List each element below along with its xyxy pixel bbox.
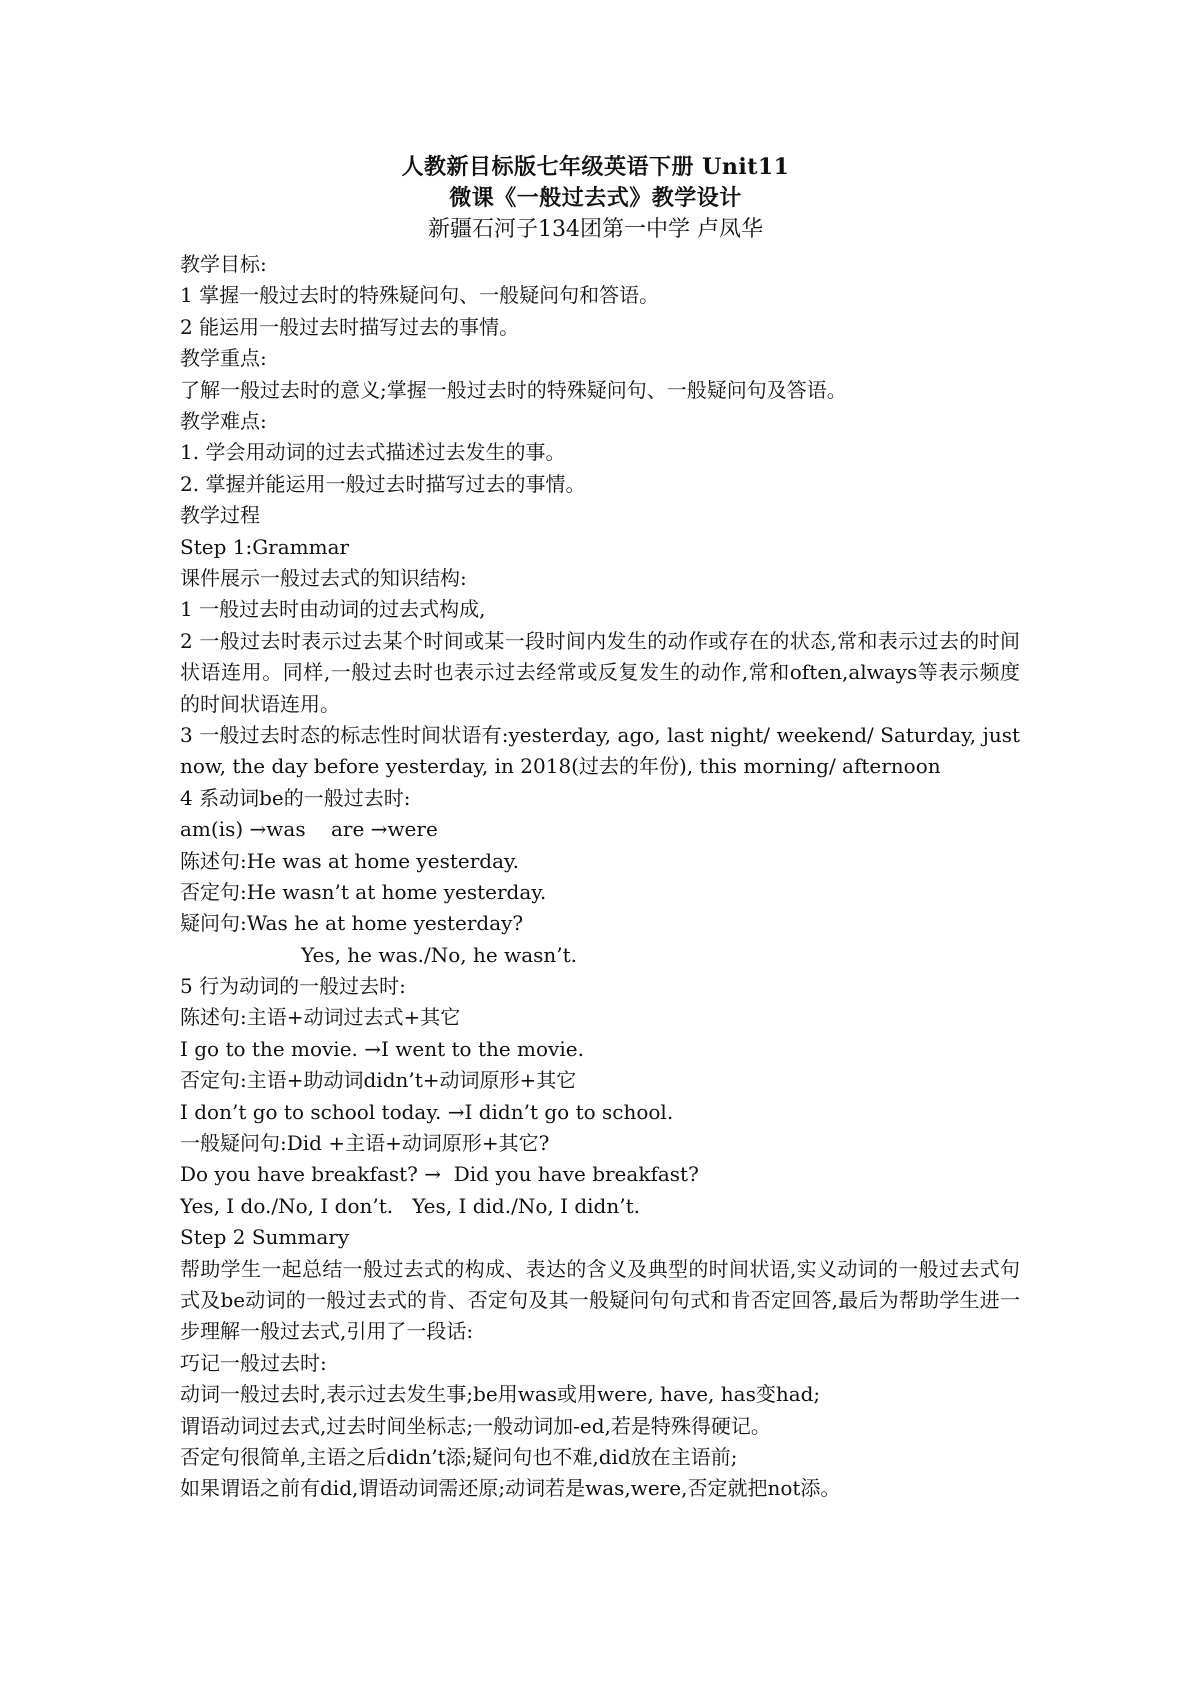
grammar-point-4-title: 4 系动词be的一般过去时: — [180, 785, 411, 810]
verb-answer-example: Yes, I do./No, I don’t. Yes, I did./No, I didn’t. — [180, 1193, 640, 1218]
rhyme-line: 谓语动词过去式,过去时间坐标志;一般动词加-ed,若是特殊得硬记。 — [180, 1413, 771, 1438]
be-statement-example: 陈述句:He was at home yesterday. — [180, 848, 519, 873]
verb-question-rule: 一般疑问句:Did +主语+动词原形+其它? — [180, 1131, 550, 1156]
be-answer-example: Yes, he was./No, he wasn’t. — [301, 942, 578, 967]
difficulties-heading: 教学难点: — [180, 408, 267, 433]
verb-question-example: Do you have breakfast? → Did you have breakfast? — [180, 1162, 699, 1187]
summary-text: 帮助学生一起总结一般过去式的构成、表达的含义及典型的时间状语,实义动词的一般过去式句式及be动词的一般过去式的肯、否定句及其一般疑问句句式和肯否定回答,最后为帮助学生进一步理解一般过去式,引用了一段话: — [180, 1256, 1020, 1344]
document-title: 人教新目标版七年级英语下册 Unit11 — [401, 154, 790, 180]
step2-title: Step 2 Summary — [180, 1225, 350, 1250]
rhyme-line: 否定句很简单,主语之后didn’t添;疑问句也不难,did放在主语前; — [180, 1444, 738, 1469]
verb-statement-rule: 陈述句:主语+动词过去式+其它 — [180, 1005, 461, 1030]
rhyme-line: 动词一般过去时,表示过去发生事;be用was或用were, have, has变had; — [180, 1382, 821, 1407]
verb-statement-example: I go to the movie. →I went to the movie. — [180, 1036, 584, 1061]
verb-negative-rule: 否定句:主语+助动词didn’t+动词原形+其它 — [180, 1068, 577, 1093]
verb-negative-example: I don’t go to school today. →I didn’t go to school. — [180, 1099, 674, 1124]
rhyme-line: 如果谓语之前有did,谓语动词需还原;动词若是was,were,否定就把not添。 — [180, 1476, 841, 1501]
step1-title: Step 1:Grammar — [180, 534, 350, 559]
objective-item: 2 能运用一般过去时描写过去的事情。 — [180, 314, 520, 339]
grammar-point-3: 3 一般过去时态的标志性时间状语有:yesterday, ago, last night/ weekend/ Saturday, just now, the day before yesterday, in 2018(过去的年份), this morning/ afternoon — [180, 722, 1020, 779]
key-points-text: 了解一般过去时的意义;掌握一般过去时的特殊疑问句、一般疑问句及答语。 — [180, 377, 847, 402]
objectives-heading: 教学目标: — [180, 252, 267, 276]
document-body — [180, 249, 1020, 1505]
grammar-point-2: 2 一般过去时表示过去某个时间或某一段时间内发生的动作或存在的状态,常和表示过去的时间状语连用。同样,一般过去时也表示过去经常或反复发生的动作,常和often,always等表示频度的时间状语连用。 — [180, 628, 1020, 716]
document-header — [0, 152, 1191, 245]
difficulty-item: 2. 掌握并能运用一般过去时描写过去的事情。 — [180, 471, 586, 496]
document-subtitle: 微课《一般过去式》教学设计 — [449, 185, 742, 211]
grammar-intro: 课件展示一般过去式的知识结构: — [180, 565, 467, 590]
be-forms: am(is) →was are →were — [180, 817, 438, 842]
grammar-point-1: 1 一般过去时由动词的过去式构成, — [180, 597, 486, 622]
be-question-example: 疑问句:Was he at home yesterday? — [180, 911, 524, 936]
difficulty-item: 1. 学会用动词的过去式描述过去发生的事。 — [180, 440, 566, 465]
rhyme-title: 巧记一般过去时: — [180, 1350, 327, 1375]
be-negative-example: 否定句:He wasn’t at home yesterday. — [180, 879, 547, 904]
key-points-heading: 教学重点: — [180, 346, 267, 371]
grammar-point-5-title: 5 行为动词的一般过去时: — [180, 974, 406, 999]
document-author: 新疆石河子134团第一中学 卢凤华 — [428, 217, 763, 242]
objective-item: 1 掌握一般过去时的特殊疑问句、一般疑问句和答语。 — [180, 283, 660, 308]
process-heading: 教学过程 — [180, 503, 260, 528]
